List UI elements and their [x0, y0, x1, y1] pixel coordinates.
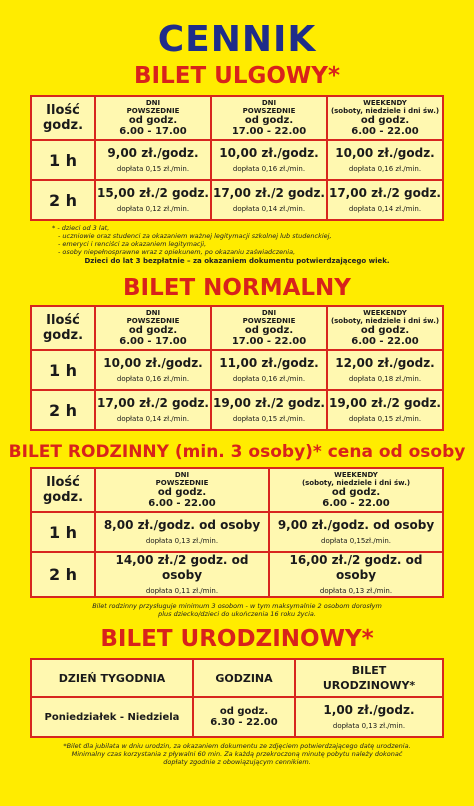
column-header: WEEKENDY (soboty, niedziele i dni św.) od godz. 6.00 - 22.00	[327, 96, 443, 140]
rodzinny-note-2: plus dziecko/dzieci do ukończenia 16 roku życia.	[158, 610, 316, 618]
price-cell: 12,00 zł./godz. dopłata 0,18 zł./min.	[327, 350, 443, 390]
table-row	[31, 180, 443, 220]
price-cell: 9,00 zł./godz. dopłata 0,15 zł./min.	[95, 140, 211, 180]
section-title-ulgowy: BILET ULGOWY*	[134, 63, 340, 89]
ulgowy-notes: * - dzieci od 3 lat, - uczniowie oraz studenci za okazaniem ważnej legitymacji szkolnej lub studenckiej, - emeryci i renciści za okazaniem legitymacji, - osoby niepełnosprawne wraz z opiekunem, po okazaniu zaświadczenia,	[52, 224, 332, 256]
table-urodzinowy	[30, 658, 444, 738]
price-cell: 15,00 zł./2 godz. dopłata 0,12 zł./min.	[95, 180, 211, 220]
column-header: DNI POWSZEDNIE od godz. 17.00 - 22.00	[211, 306, 327, 350]
hour-cell: 2 h	[31, 552, 95, 597]
header-hour: GODZINA	[193, 659, 295, 697]
price-cell: 16,00 zł./2 godz. od osoby dopłata 0,13 zł./min.	[269, 552, 443, 597]
price-cell: 9,00 zł./godz. od osoby dopłata 0,15zł./min.	[269, 512, 443, 552]
price-cell: 10,00 zł./godz. dopłata 0,16 zł./min.	[327, 140, 443, 180]
price-cell: 17,00 zł./2 godz. dopłata 0,14 zł./min.	[327, 180, 443, 220]
hour-cell: 1 h	[31, 512, 95, 552]
column-header: DNI POWSZEDNIE od godz. 17.00 - 22.00	[211, 96, 327, 140]
header-hours-label: Ilość godz.	[31, 96, 95, 140]
table-row	[31, 140, 443, 180]
table-row	[31, 552, 443, 597]
hour-cell: 1 h	[31, 350, 95, 390]
urodzinowy-note-3: dopłaty zgodnie z obowiązującym cennikiem.	[163, 758, 311, 766]
column-header: WEEKENDY (soboty, niedziele i dni św.) od godz. 6.00 - 22.00	[327, 306, 443, 350]
hour-cell: 1 h	[31, 140, 95, 180]
header-hours-label: Ilość godz.	[31, 306, 95, 350]
table-normalny	[30, 305, 444, 431]
column-header: DNI POWSZEDNIE od godz. 6.00 - 17.00	[95, 306, 211, 350]
price-cell: 17,00 zł./2 godz. dopłata 0,14 zł./min.	[95, 390, 211, 430]
urodzinowy-note-2: Minimalny czas korzystania z pływalni 60 min. Za każdą przekroczoną minutę pobytu należy dokonać	[71, 750, 403, 758]
column-header: DNI POWSZEDNIE od godz. 6.00 - 17.00	[95, 96, 211, 140]
header-day: DZIEŃ TYGODNIA	[31, 659, 193, 697]
section-title-urodzinowy: BILET URODZINOWY*	[100, 626, 374, 652]
hour-cell: 2 h	[31, 390, 95, 430]
day-cell: Poniedziałek - Niedziela	[31, 697, 193, 737]
price-cell: 19,00 zł./2 godz. dopłata 0,15 zł./min.	[211, 390, 327, 430]
price-cell: 10,00 zł./godz. dopłata 0,16 zł./min.	[211, 140, 327, 180]
page-title: CENNIK	[157, 19, 317, 60]
price-cell: 14,00 zł./2 godz. od osoby dopłata 0,11 zł./min.	[95, 552, 269, 597]
price-cell: 8,00 zł./godz. od osoby dopłata 0,13 zł./min.	[95, 512, 269, 552]
urodzinowy-note-1: *Bilet dla jubilata w dniu urodzin, za okazaniem dokumentu ze zdjęciem potwierdzającego datę urodzenia.	[63, 742, 411, 750]
section-title-normalny: BILET NORMALNY	[123, 275, 351, 301]
table-row	[31, 512, 443, 552]
table-row	[31, 350, 443, 390]
rodzinny-note-1: Bilet rodzinny przysługuje minimum 3 osobom - w tym maksymalnie 2 osobom dorosłym	[92, 602, 382, 610]
table-rodzinny	[30, 467, 444, 598]
ulgowy-note-children: Dzieci do lat 3 bezpłatnie – za okazaniem dokumentu potwierdzającego wiek.	[84, 257, 390, 265]
price-cell: 10,00 zł./godz. dopłata 0,16 zł./min.	[95, 350, 211, 390]
column-header: WEEKENDY (soboty, niedziele i dni św.) od godz. 6.00 - 22.00	[269, 468, 443, 512]
table-row	[31, 697, 443, 737]
hour-cell: 2 h	[31, 180, 95, 220]
header-ticket: BILET URODZINOWY*	[295, 659, 443, 697]
price-cell: 11,00 zł./godz. dopłata 0,16 zł./min.	[211, 350, 327, 390]
section-title-rodzinny: BILET RODZINNY (min. 3 osoby)* cena od osoby	[8, 442, 466, 462]
table-ulgowy	[30, 95, 444, 221]
price-cell: 19,00 zł./2 godz. dopłata 0,15 zł./min.	[327, 390, 443, 430]
table-row	[31, 390, 443, 430]
price-cell: 17,00 zł./2 godz. dopłata 0,14 zł./min.	[211, 180, 327, 220]
column-header: DNI POWSZEDNIE od godz. 6.00 - 22.00	[95, 468, 269, 512]
header-hours-label: Ilość godz.	[31, 468, 95, 512]
price-cell: 1,00 zł./godz. dopłata 0,13 zł./min.	[295, 697, 443, 737]
hour-cell: od godz. 6.30 - 22.00	[193, 697, 295, 737]
